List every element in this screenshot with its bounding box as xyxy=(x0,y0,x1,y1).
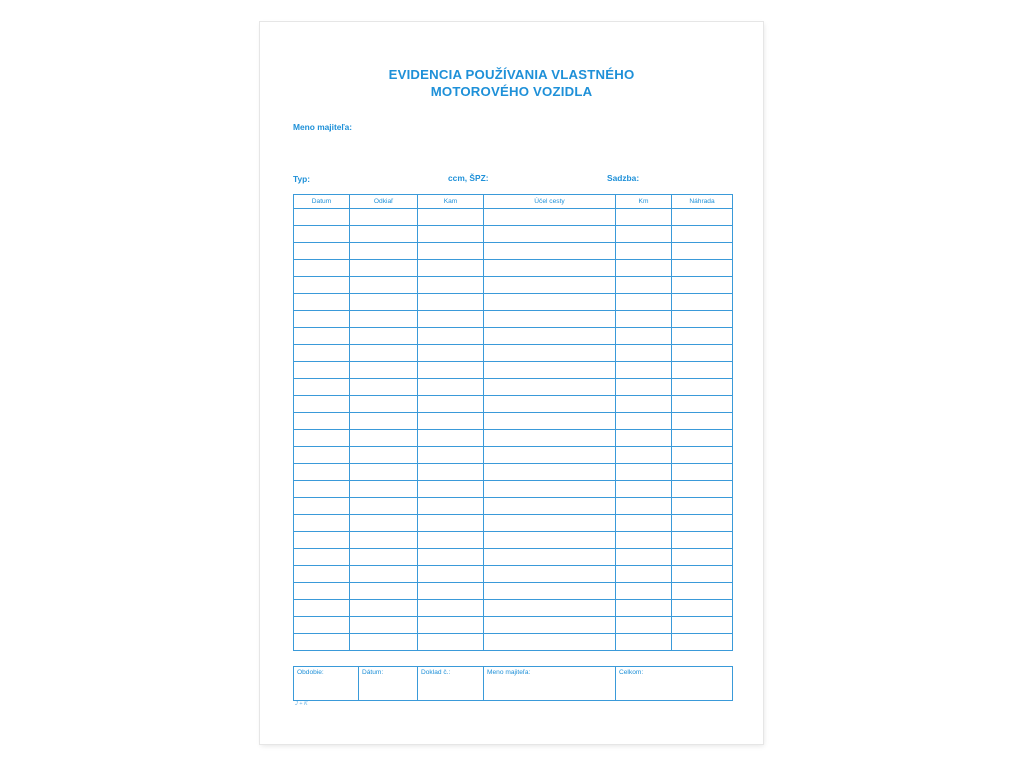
cell-km[interactable] xyxy=(616,617,672,634)
cell-odkial[interactable] xyxy=(350,362,418,379)
cell-km[interactable] xyxy=(616,362,672,379)
cell-ucel-cesty[interactable] xyxy=(484,566,616,583)
rate-label: Sadzba: xyxy=(607,173,640,183)
cell-kam[interactable] xyxy=(418,515,484,532)
cell-nahrada[interactable] xyxy=(672,260,733,277)
cell-odkial[interactable] xyxy=(350,515,418,532)
table-row xyxy=(294,498,733,515)
cell-odkial[interactable] xyxy=(350,498,418,515)
footer-document-field[interactable] xyxy=(418,667,484,701)
table-row xyxy=(294,396,733,413)
cell-km[interactable] xyxy=(616,634,672,651)
form-sheet xyxy=(260,22,763,744)
owner-name-label: Meno majiteľa: xyxy=(293,122,353,132)
vehicle-type-label: Typ: xyxy=(293,174,311,184)
cell-ucel-cesty[interactable] xyxy=(484,362,616,379)
cell-nahrada[interactable] xyxy=(672,464,733,481)
cell-odkial[interactable] xyxy=(350,345,418,362)
cell-km[interactable] xyxy=(616,549,672,566)
cell-ucel-cesty[interactable] xyxy=(484,413,616,430)
cell-km[interactable] xyxy=(616,600,672,617)
col-header-odkial: Odkiaľ xyxy=(350,195,418,209)
cell-km[interactable] xyxy=(616,345,672,362)
cell-nahrada[interactable] xyxy=(672,345,733,362)
table-row xyxy=(294,583,733,600)
cell-nahrada[interactable] xyxy=(672,294,733,311)
table-row xyxy=(294,277,733,294)
ccm-plate-label: ccm, ŠPZ: xyxy=(448,173,489,183)
cell-kam[interactable] xyxy=(418,277,484,294)
cell-datum[interactable] xyxy=(294,617,350,634)
cell-kam[interactable] xyxy=(418,294,484,311)
cell-ucel-cesty[interactable] xyxy=(484,379,616,396)
cell-datum[interactable] xyxy=(294,430,350,447)
table-row xyxy=(294,243,733,260)
cell-ucel-cesty[interactable] xyxy=(484,294,616,311)
cell-odkial[interactable] xyxy=(350,430,418,447)
cell-km[interactable] xyxy=(616,515,672,532)
cell-km[interactable] xyxy=(616,311,672,328)
cell-km[interactable] xyxy=(616,209,672,226)
table-header-row xyxy=(294,195,733,209)
cell-nahrada[interactable] xyxy=(672,328,733,345)
cell-odkial[interactable] xyxy=(350,328,418,345)
cell-datum[interactable] xyxy=(294,396,350,413)
cell-datum[interactable] xyxy=(294,600,350,617)
cell-kam[interactable] xyxy=(418,413,484,430)
footer-total-label: Celkom: xyxy=(619,669,644,676)
col-header-ucel-cesty: Účel cesty xyxy=(484,195,616,209)
cell-ucel-cesty[interactable] xyxy=(484,481,616,498)
cell-ucel-cesty[interactable] xyxy=(484,260,616,277)
cell-datum[interactable] xyxy=(294,634,350,651)
table-row xyxy=(294,634,733,651)
cell-datum[interactable] xyxy=(294,583,350,600)
cell-nahrada[interactable] xyxy=(672,617,733,634)
cell-odkial[interactable] xyxy=(350,226,418,243)
table-row xyxy=(294,515,733,532)
cell-nahrada[interactable] xyxy=(672,243,733,260)
cell-nahrada[interactable] xyxy=(672,600,733,617)
cell-kam[interactable] xyxy=(418,311,484,328)
cell-ucel-cesty[interactable] xyxy=(484,600,616,617)
cell-km[interactable] xyxy=(616,260,672,277)
cell-kam[interactable] xyxy=(418,447,484,464)
cell-datum[interactable] xyxy=(294,464,350,481)
cell-ucel-cesty[interactable] xyxy=(484,464,616,481)
cell-kam[interactable] xyxy=(418,532,484,549)
cell-kam[interactable] xyxy=(418,481,484,498)
cell-odkial[interactable] xyxy=(350,583,418,600)
cell-odkial[interactable] xyxy=(350,311,418,328)
cell-odkial[interactable] xyxy=(350,566,418,583)
cell-nahrada[interactable] xyxy=(672,430,733,447)
cell-datum[interactable] xyxy=(294,362,350,379)
cell-datum[interactable] xyxy=(294,294,350,311)
table-row xyxy=(294,379,733,396)
cell-kam[interactable] xyxy=(418,226,484,243)
cell-datum[interactable] xyxy=(294,379,350,396)
cell-nahrada[interactable] xyxy=(672,226,733,243)
cell-ucel-cesty[interactable] xyxy=(484,430,616,447)
cell-ucel-cesty[interactable] xyxy=(484,277,616,294)
cell-ucel-cesty[interactable] xyxy=(484,328,616,345)
cell-datum[interactable] xyxy=(294,277,350,294)
table-row xyxy=(294,209,733,226)
table-row xyxy=(294,532,733,549)
table-row xyxy=(294,447,733,464)
cell-ucel-cesty[interactable] xyxy=(484,345,616,362)
cell-km[interactable] xyxy=(616,243,672,260)
table-row xyxy=(294,600,733,617)
cell-nahrada[interactable] xyxy=(672,532,733,549)
cell-nahrada[interactable] xyxy=(672,447,733,464)
cell-odkial[interactable] xyxy=(350,532,418,549)
cell-nahrada[interactable] xyxy=(672,413,733,430)
cell-odkial[interactable] xyxy=(350,464,418,481)
cell-odkial[interactable] xyxy=(350,209,418,226)
table-row xyxy=(294,430,733,447)
cell-nahrada[interactable] xyxy=(672,549,733,566)
cell-nahrada[interactable] xyxy=(672,498,733,515)
table-row xyxy=(294,260,733,277)
footer-owner-label: Meno majiteľa: xyxy=(487,669,531,676)
cell-km[interactable] xyxy=(616,566,672,583)
cell-datum[interactable] xyxy=(294,566,350,583)
cell-km[interactable] xyxy=(616,328,672,345)
cell-datum[interactable] xyxy=(294,243,350,260)
footer-owner-field[interactable] xyxy=(484,667,616,701)
cell-kam[interactable] xyxy=(418,345,484,362)
cell-ucel-cesty[interactable] xyxy=(484,243,616,260)
col-header-nahrada: Náhrada xyxy=(672,195,733,209)
cell-datum[interactable] xyxy=(294,498,350,515)
cell-nahrada[interactable] xyxy=(672,566,733,583)
cell-kam[interactable] xyxy=(418,328,484,345)
cell-datum[interactable] xyxy=(294,532,350,549)
cell-datum[interactable] xyxy=(294,447,350,464)
table-row xyxy=(294,464,733,481)
cell-ucel-cesty[interactable] xyxy=(484,447,616,464)
cell-km[interactable] xyxy=(616,396,672,413)
cell-odkial[interactable] xyxy=(350,634,418,651)
col-header-datum: Datum xyxy=(294,195,350,209)
cell-kam[interactable] xyxy=(418,209,484,226)
table-row xyxy=(294,226,733,243)
cell-datum[interactable] xyxy=(294,515,350,532)
cell-odkial[interactable] xyxy=(350,379,418,396)
cell-kam[interactable] xyxy=(418,634,484,651)
cell-km[interactable] xyxy=(616,430,672,447)
cell-odkial[interactable] xyxy=(350,277,418,294)
cell-odkial[interactable] xyxy=(350,600,418,617)
table-row xyxy=(294,549,733,566)
cell-datum[interactable] xyxy=(294,311,350,328)
cell-nahrada[interactable] xyxy=(672,583,733,600)
cell-kam[interactable] xyxy=(418,566,484,583)
cell-km[interactable] xyxy=(616,447,672,464)
cell-ucel-cesty[interactable] xyxy=(484,498,616,515)
cell-kam[interactable] xyxy=(418,583,484,600)
cell-ucel-cesty[interactable] xyxy=(484,549,616,566)
table-row xyxy=(294,413,733,430)
cell-odkial[interactable] xyxy=(350,396,418,413)
cell-kam[interactable] xyxy=(418,243,484,260)
cell-km[interactable] xyxy=(616,379,672,396)
cell-odkial[interactable] xyxy=(350,481,418,498)
cell-nahrada[interactable] xyxy=(672,311,733,328)
cell-nahrada[interactable] xyxy=(672,396,733,413)
table-row xyxy=(294,481,733,498)
cell-kam[interactable] xyxy=(418,430,484,447)
cell-ucel-cesty[interactable] xyxy=(484,617,616,634)
cell-datum[interactable] xyxy=(294,260,350,277)
footer-period-field[interactable] xyxy=(294,667,359,701)
cell-ucel-cesty[interactable] xyxy=(484,634,616,651)
cell-nahrada[interactable] xyxy=(672,362,733,379)
cell-datum[interactable] xyxy=(294,226,350,243)
footer-date-label: Dátum: xyxy=(362,669,384,676)
footer-period-label: Obdobie: xyxy=(297,669,324,676)
cell-kam[interactable] xyxy=(418,617,484,634)
cell-odkial[interactable] xyxy=(350,243,418,260)
table-row xyxy=(294,617,733,634)
cell-km[interactable] xyxy=(616,532,672,549)
cell-kam[interactable] xyxy=(418,600,484,617)
cell-nahrada[interactable] xyxy=(672,209,733,226)
cell-km[interactable] xyxy=(616,226,672,243)
cell-ucel-cesty[interactable] xyxy=(484,311,616,328)
footer-total-field[interactable] xyxy=(616,667,733,701)
cell-odkial[interactable] xyxy=(350,260,418,277)
cell-ucel-cesty[interactable] xyxy=(484,209,616,226)
cell-nahrada[interactable] xyxy=(672,634,733,651)
cell-nahrada[interactable] xyxy=(672,379,733,396)
col-header-km: Km xyxy=(616,195,672,209)
cell-nahrada[interactable] xyxy=(672,277,733,294)
cell-odkial[interactable] xyxy=(350,294,418,311)
cell-km[interactable] xyxy=(616,413,672,430)
cell-kam[interactable] xyxy=(418,498,484,515)
cell-datum[interactable] xyxy=(294,549,350,566)
cell-datum[interactable] xyxy=(294,209,350,226)
cell-odkial[interactable] xyxy=(350,549,418,566)
cell-odkial[interactable] xyxy=(350,413,418,430)
cell-km[interactable] xyxy=(616,498,672,515)
cell-km[interactable] xyxy=(616,481,672,498)
cell-kam[interactable] xyxy=(418,362,484,379)
table-row xyxy=(294,311,733,328)
cell-kam[interactable] xyxy=(418,379,484,396)
footer-document-label: Doklad č.: xyxy=(421,669,451,676)
cell-kam[interactable] xyxy=(418,549,484,566)
printer-mark: J + K xyxy=(295,701,308,707)
cell-km[interactable] xyxy=(616,583,672,600)
form-title-line-2: MOTOROVÉHO VOZIDLA xyxy=(430,84,593,99)
cell-datum[interactable] xyxy=(294,328,350,345)
form-footer xyxy=(293,666,733,701)
cell-km[interactable] xyxy=(616,464,672,481)
cell-km[interactable] xyxy=(616,277,672,294)
table-row xyxy=(294,566,733,583)
trip-log-table xyxy=(293,194,733,651)
cell-kam[interactable] xyxy=(418,260,484,277)
cell-datum[interactable] xyxy=(294,345,350,362)
footer-date-field[interactable] xyxy=(359,667,418,701)
table-row xyxy=(294,345,733,362)
cell-odkial[interactable] xyxy=(350,447,418,464)
table-row xyxy=(294,362,733,379)
form-title-line-1: EVIDENCIA POUŽÍVANIA VLASTNÉHO xyxy=(388,67,635,82)
cell-ucel-cesty[interactable] xyxy=(484,583,616,600)
cell-ucel-cesty[interactable] xyxy=(484,396,616,413)
cell-kam[interactable] xyxy=(418,396,484,413)
table-row xyxy=(294,294,733,311)
cell-nahrada[interactable] xyxy=(672,515,733,532)
cell-ucel-cesty[interactable] xyxy=(484,532,616,549)
cell-datum[interactable] xyxy=(294,413,350,430)
col-header-kam: Kam xyxy=(418,195,484,209)
cell-odkial[interactable] xyxy=(350,617,418,634)
cell-kam[interactable] xyxy=(418,464,484,481)
cell-datum[interactable] xyxy=(294,481,350,498)
cell-nahrada[interactable] xyxy=(672,481,733,498)
cell-ucel-cesty[interactable] xyxy=(484,226,616,243)
cell-ucel-cesty[interactable] xyxy=(484,515,616,532)
cell-km[interactable] xyxy=(616,294,672,311)
table-row xyxy=(294,328,733,345)
